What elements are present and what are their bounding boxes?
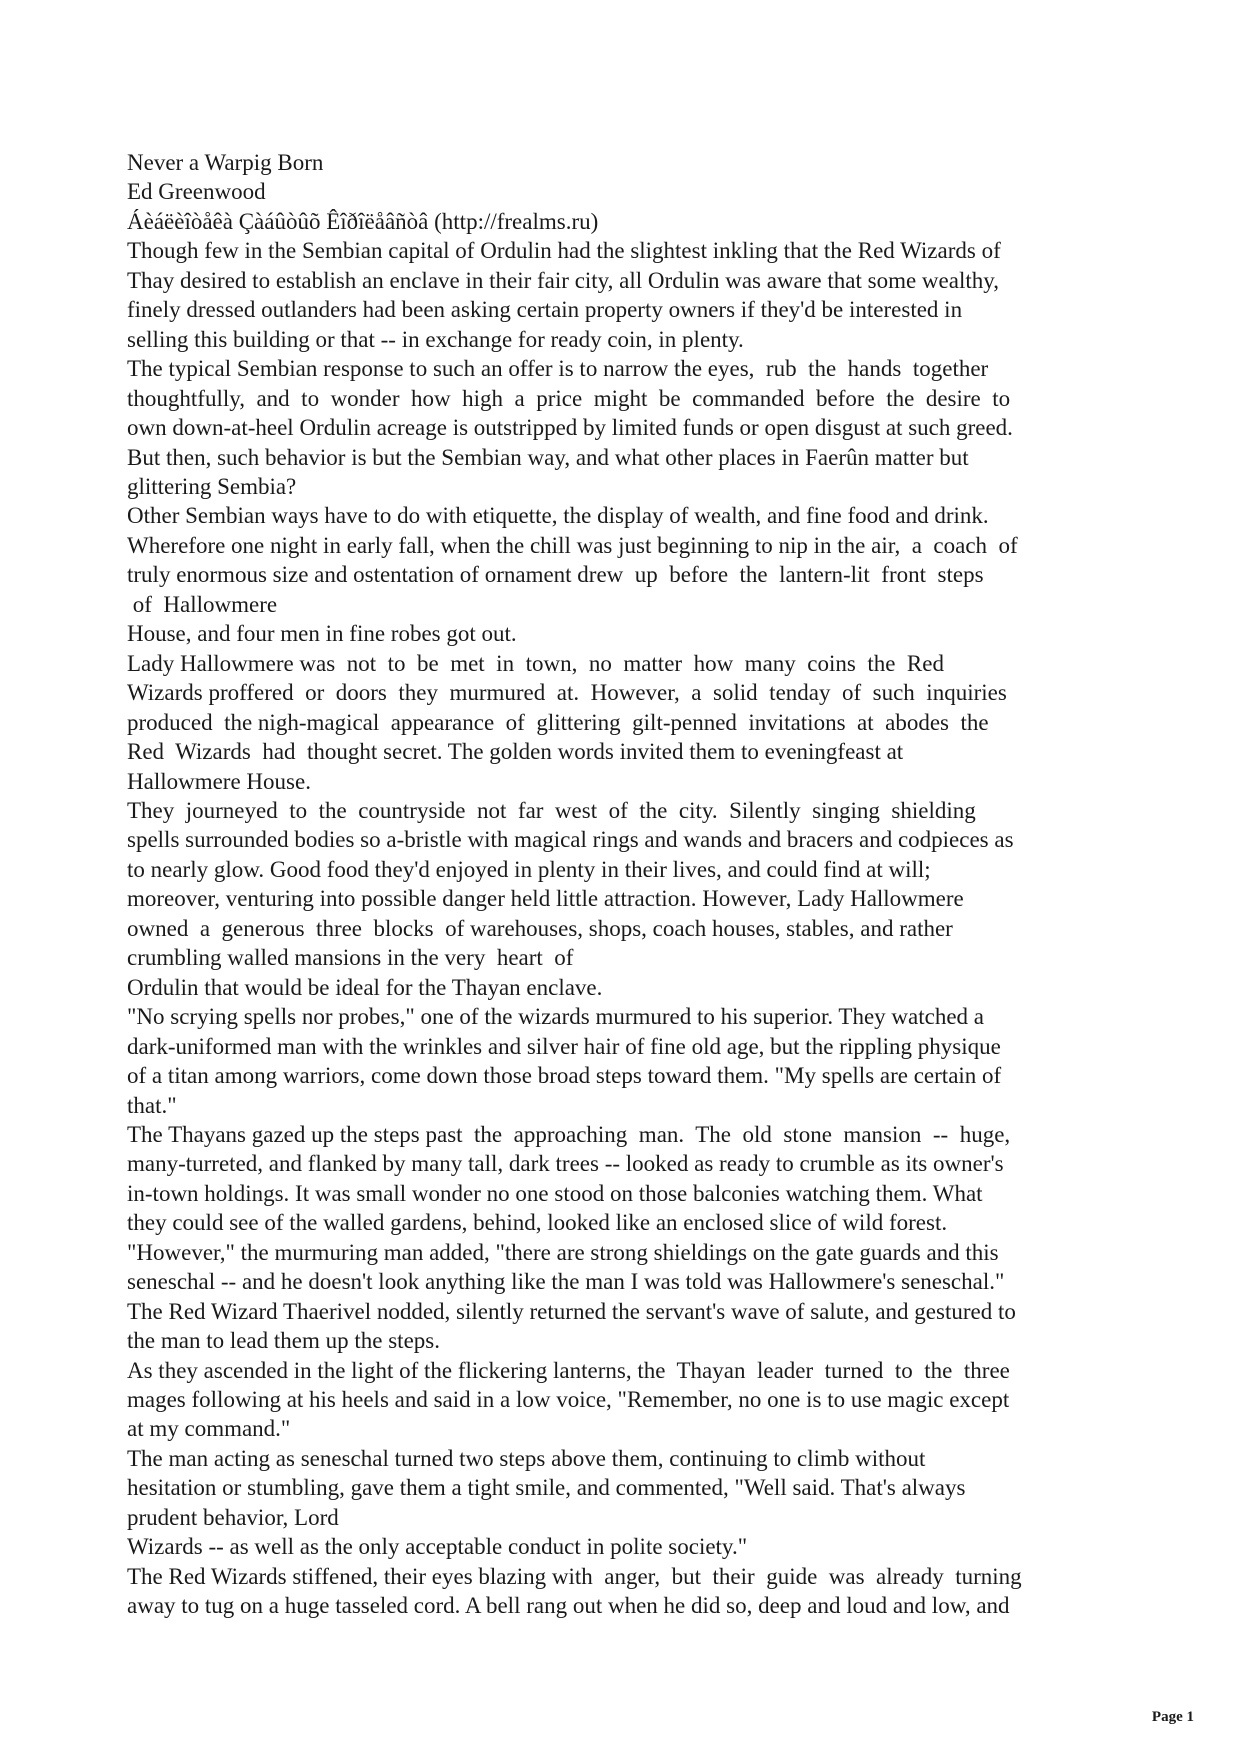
text-line: "No scrying spells nor probes," one of the wizards murmured to his superior. They watched a xyxy=(127,1004,985,1030)
text-line: selling this building or that -- in exchange for ready coin, in plenty. xyxy=(127,326,744,352)
text-line: at my command." xyxy=(127,1416,291,1442)
document-body xyxy=(127,148,1117,1621)
text-line: prudent behavior, Lord xyxy=(127,1504,339,1530)
text-line: Wizards proffered or doors they murmured at. However, a solid tenday of such inquiries xyxy=(127,680,1007,706)
text-line: But then, such behavior is but the Sembian way, and what other places in Faerûn matter but xyxy=(127,444,969,470)
text-line: moreover, venturing into possible danger held little attraction. However, Lady Hallowmere xyxy=(127,886,964,912)
text-line: they could see of the walled gardens, behind, looked like an enclosed slice of wild forest. xyxy=(127,1210,948,1236)
text-line: of Hallowmere xyxy=(127,591,278,617)
text-line: spells surrounded bodies so a-bristle with magical rings and wands and bracers and codpieces as xyxy=(127,827,1014,853)
text-line: produced the nigh-magical appearance of glittering gilt-penned invitations at abodes the xyxy=(127,709,989,735)
text-line: crumbling walled mansions in the very heart of xyxy=(127,945,574,971)
text-line: Red Wizards had thought secret. The golden words invited them to eveningfeast at xyxy=(127,739,904,765)
text-line: The man acting as seneschal turned two steps above them, continuing to climb without xyxy=(127,1445,926,1471)
text-line: Thay desired to establish an enclave in their fair city, all Ordulin was aware that some wealthy, xyxy=(127,267,999,293)
text-line: finely dressed outlanders had been asking certain property owners if they'd be interested in xyxy=(127,297,963,323)
text-line: Other Sembian ways have to do with etiquette, the display of wealth, and fine food and drink. xyxy=(127,503,989,529)
text-line: to nearly glow. Good food they'd enjoyed in plenty in their lives, and could find at will; xyxy=(127,856,931,882)
text-line: hesitation or stumbling, gave them a tight smile, and commented, "Well said. That's always xyxy=(127,1475,966,1501)
text-line: many-turreted, and flanked by many tall, dark trees -- looked as ready to crumble as its owner's xyxy=(127,1151,1004,1177)
document-source: Áèáëèîòåêà Çàáûòûõ Êîðîëåâñòâ (http://frealms.ru) xyxy=(127,208,599,234)
text-line: Hallowmere House. xyxy=(127,768,311,794)
text-line: The Red Wizards stiffened, their eyes blazing with anger, but their guide was already turning xyxy=(127,1563,1022,1589)
text-line: The Thayans gazed up the steps past the approaching man. The old stone mansion -- huge, xyxy=(127,1121,1011,1147)
text-line: Wherefore one night in early fall, when the chill was just beginning to nip in the air, a coach of xyxy=(127,532,1018,558)
text-line: in-town holdings. It was small wonder no one stood on those balconies watching them. What xyxy=(127,1180,983,1206)
text-line: The Red Wizard Thaerivel nodded, silently returned the servant's wave of salute, and gestured to xyxy=(127,1298,1016,1324)
text-line: "However," the murmuring man added, "there are strong shieldings on the gate guards and this xyxy=(127,1239,999,1265)
text-line: dark-uniformed man with the wrinkles and silver hair of fine old age, but the rippling physique xyxy=(127,1033,1001,1059)
document-author: Ed Greenwood xyxy=(127,179,266,205)
text-line: thoughtfully, and to wonder how high a price might be commanded before the desire to xyxy=(127,385,1011,411)
text-line: House, and four men in fine robes got out. xyxy=(127,621,517,647)
text-line: Though few in the Sembian capital of Ordulin had the slightest inkling that the Red Wizards of xyxy=(127,238,1001,264)
page-number: Page 1 xyxy=(1151,1709,1194,1725)
text-line: owned a generous three blocks of warehouses, shops, coach houses, stables, and rather xyxy=(127,915,953,941)
text-line: glittering Sembia? xyxy=(127,473,297,499)
document-title: Never a Warpig Born xyxy=(127,150,324,175)
text-line: Wizards -- as well as the only acceptable conduct in polite society." xyxy=(127,1534,748,1560)
text-line: that." xyxy=(127,1092,177,1118)
text-line: seneschal -- and he doesn't look anything like the man I was told was Hallowmere's seneschal." xyxy=(127,1269,1005,1295)
text-line: As they ascended in the light of the flickering lanterns, the Thayan leader turned to the three xyxy=(127,1357,1010,1383)
text-line: Ordulin that would be ideal for the Thayan enclave. xyxy=(127,974,603,1000)
text-line: truly enormous size and ostentation of ornament drew up before the lantern-lit front steps xyxy=(127,562,984,588)
text-line: the man to lead them up the steps. xyxy=(127,1328,440,1354)
text-line: The typical Sembian response to such an offer is to narrow the eyes, rub the hands together xyxy=(127,356,989,382)
text-line: of a titan among warriors, come down those broad steps toward them. "My spells are certain of xyxy=(127,1063,1002,1089)
text-line: Lady Hallowmere was not to be met in town, no matter how many coins the Red xyxy=(127,650,944,676)
text-lines xyxy=(127,236,1117,1620)
text-line: mages following at his heels and said in a low voice, "Remember, no one is to use magic except xyxy=(127,1387,1010,1413)
text-line: own down-at-heel Ordulin acreage is outstripped by limited funds or open disgust at such greed. xyxy=(127,415,1013,441)
text-line: They journeyed to the countryside not far west of the city. Silently singing shielding xyxy=(127,797,976,823)
text-line: away to tug on a huge tasseled cord. A bell rang out when he did so, deep and loud and low, and xyxy=(127,1593,1010,1619)
